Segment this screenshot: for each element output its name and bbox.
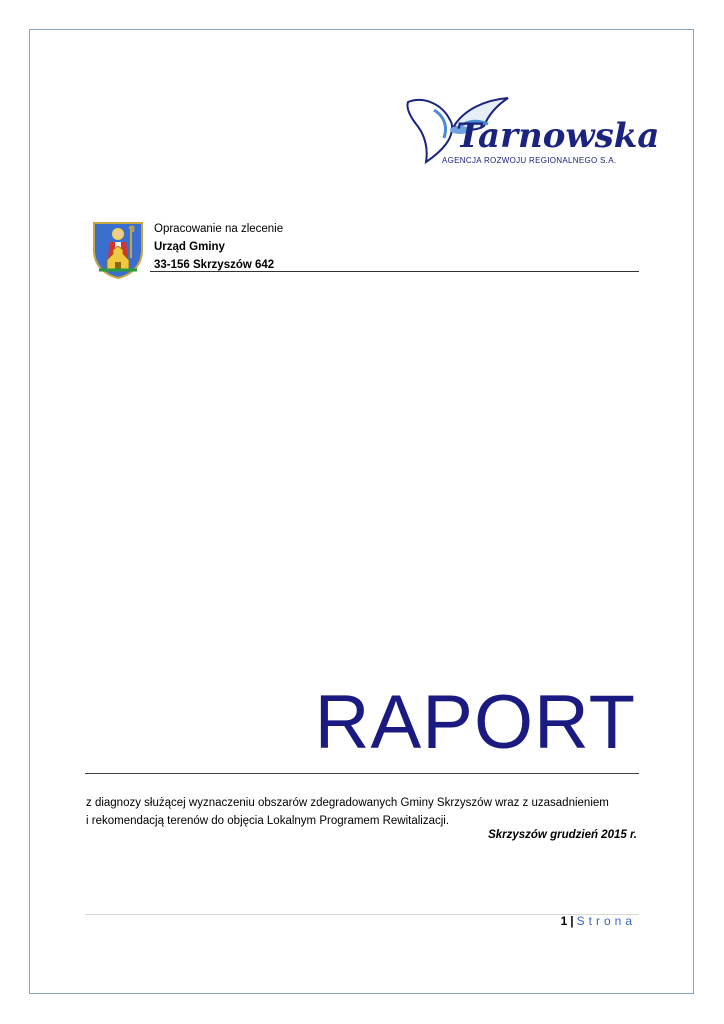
footer-separator: | (570, 914, 574, 928)
logo-subtitle: AGENCJA ROZWOJU REGIONALNEGO S.A. (442, 156, 617, 165)
report-dateline: Skrzyszów grudzień 2015 r. (488, 829, 637, 841)
logo-script-text: Tarnowska (456, 116, 660, 156)
commission-intro: Opracowanie na zlecenie (154, 223, 284, 235)
page-border (29, 29, 694, 994)
page-number: 1 (560, 914, 568, 928)
report-description (86, 794, 638, 830)
description-line-2: i rekomendacją terenów do objęcia Lokalnym Programem Rewitalizacji. (86, 815, 450, 827)
footer-divider (85, 914, 639, 915)
header-divider (150, 271, 639, 272)
report-title: RAPORT (314, 680, 636, 765)
page-word: Strona (576, 914, 636, 928)
commission-address: 33-156 Skrzyszów 642 (154, 259, 275, 271)
description-line-1: z diagnozy służącej wyznaczeniu obszarów zdegradowanych Gminy Skrzyszów wraz z uzasadnieniem (86, 797, 609, 809)
page-footer (561, 914, 636, 928)
coat-of-arms-icon (91, 220, 145, 280)
commission-office: Urząd Gminy (154, 241, 225, 253)
commission-block (154, 220, 283, 274)
title-divider (85, 773, 639, 774)
